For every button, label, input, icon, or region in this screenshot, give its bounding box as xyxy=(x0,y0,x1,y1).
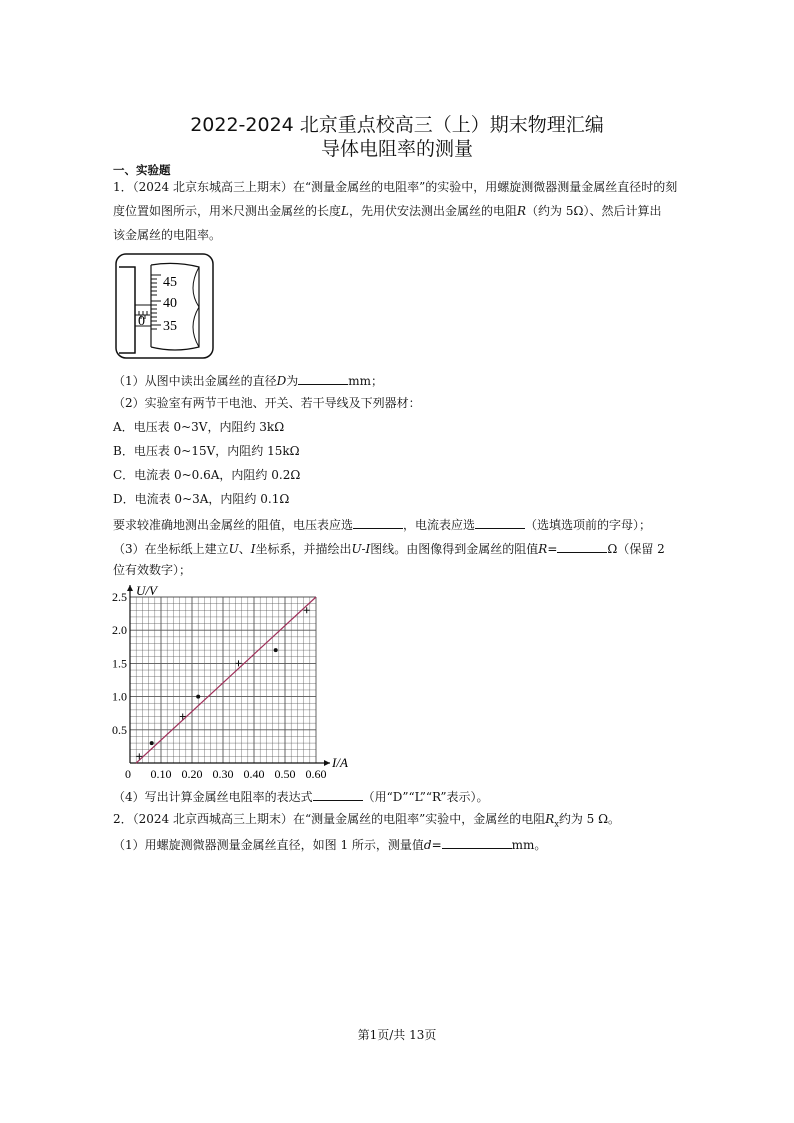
y-tick-label: 0.5 xyxy=(112,722,127,737)
y-tick-label: 2.0 xyxy=(112,623,127,638)
q1-intro-line1 xyxy=(113,180,677,194)
answer-blank-ammeter[interactable] xyxy=(475,516,525,529)
x-tick-label: 0.30 xyxy=(212,767,234,781)
y-tick-label: 1.5 xyxy=(112,656,127,671)
section-heading: 一、实验题 xyxy=(113,163,171,177)
y-tick-label: 1.0 xyxy=(112,689,127,704)
q1-part3-text-e: Ω（保留 2 xyxy=(607,542,665,556)
q1-intro-line2 xyxy=(113,204,661,218)
q2-part1 xyxy=(113,836,546,852)
answer-blank-voltmeter[interactable] xyxy=(353,516,403,529)
q1-part3-sep: 、 xyxy=(238,542,251,556)
q2-intro-text-b: 约为 5 Ω。 xyxy=(558,812,621,826)
micrometer-label-40: 40 xyxy=(163,296,177,311)
q1-intro-text-b1: 度位置如图所示，用米尺测出金属丝的长度 xyxy=(113,204,342,218)
q1-number: 1． xyxy=(113,180,133,194)
symbol-U: U xyxy=(228,542,239,556)
answer-blank-expression[interactable] xyxy=(313,788,363,801)
q1-part3 xyxy=(113,540,665,556)
micrometer-figure xyxy=(115,253,215,360)
q1-part4 xyxy=(113,788,489,804)
q1-req-text-b: ，电流表应选 xyxy=(403,518,476,532)
answer-blank-diameter[interactable] xyxy=(298,372,348,385)
data-point-plus xyxy=(236,660,242,666)
y-axis-arrow xyxy=(127,585,133,591)
q1-part1 xyxy=(113,372,383,388)
data-point-dot xyxy=(274,648,278,652)
answer-blank-q2-diameter[interactable] xyxy=(442,836,512,849)
q1-req-text-c: （选填选项前的字母）； xyxy=(525,518,652,532)
symbol-d: d xyxy=(423,838,432,852)
q2-part1-text-a: （1）用螺旋测微器测量金属丝直径，如图 1 所示，测量值 xyxy=(113,838,424,852)
symbol-R: R xyxy=(517,204,527,218)
q1-part3-text-c: 图线。由图像得到金属丝的阻值 xyxy=(370,542,539,556)
x-tick-label: 0.50 xyxy=(274,767,296,781)
symbol-L: L xyxy=(341,204,349,218)
symbol-UI: U-I xyxy=(351,542,371,556)
x-axis-label: I/A xyxy=(332,755,348,770)
q1-part3-eq: = xyxy=(547,542,558,556)
q1-requirement xyxy=(113,516,651,532)
symbol-I: I xyxy=(250,542,256,556)
micrometer-label-35: 35 xyxy=(163,319,177,334)
data-point-dot xyxy=(196,695,200,699)
option-b: B．电压表 0~15V，内阻约 15kΩ xyxy=(113,444,300,458)
q1-part2: （2）实验室有两节干电池、开关、若干导线及下列器材： xyxy=(113,396,421,410)
x-axis-arrow xyxy=(324,760,330,766)
q2-number: 2． xyxy=(113,812,133,826)
q1-part4-text-b: （用“D”“L”“R”表示）。 xyxy=(362,790,489,804)
u-i-graph xyxy=(100,583,360,783)
q1-part1-unit: mm； xyxy=(348,374,384,388)
q1-intro-text-b2: ，先用伏安法测出金属丝的电阻 xyxy=(348,204,517,218)
q1-part3-line2: 位有效数字）； xyxy=(113,563,192,577)
graph-grid xyxy=(130,597,316,763)
q1-intro-line3: 该金属丝的电阻率。 xyxy=(113,228,222,242)
graph-marks xyxy=(136,597,316,763)
y-axis-label: U/V xyxy=(136,583,157,598)
option-a: A．电压表 0~3V，内阻约 3kΩ xyxy=(113,420,285,434)
q2-intro xyxy=(113,812,620,831)
q1-intro-text-a: （2024 北京东城高三上期末）在“测量金属丝的电阻率”的实验中，用螺旋测微器测量金属丝直径时的刻 xyxy=(132,180,678,194)
symbol-D: D xyxy=(276,374,287,388)
answer-blank-resistance[interactable] xyxy=(557,540,607,553)
q1-part3-text-a: （3）在坐标纸上建立 xyxy=(113,542,229,556)
x-tick-label: 0.40 xyxy=(243,767,265,781)
graph-axes xyxy=(112,583,348,781)
y-tick-label: 2.5 xyxy=(112,590,127,604)
document-subtitle: 导体电阻率的测量 xyxy=(320,138,473,160)
q1-intro-text-b3: （约为 5Ω）、然后计算出 xyxy=(526,204,662,218)
x-tick-label: 0.20 xyxy=(181,767,203,781)
subscript-x: x xyxy=(554,819,559,829)
q1-req-text-a: 要求较准确地测出金属丝的阻值，电压表应选 xyxy=(113,518,354,532)
document-title: 2022-2024 北京重点校高三（上）期末物理汇编 xyxy=(190,114,604,136)
q2-part1-unit: mm。 xyxy=(511,838,547,852)
x-tick-label: 0.10 xyxy=(150,767,172,781)
data-point-dot xyxy=(150,741,154,745)
x-tick-label: 0 xyxy=(125,767,131,781)
symbol-Rx: R xyxy=(545,812,555,826)
symbol-R-2: R xyxy=(538,542,548,556)
q1-part1-text-b: 为 xyxy=(286,374,299,388)
micrometer-label-0: 0 xyxy=(138,314,145,329)
q2-part1-eq: = xyxy=(431,838,442,852)
option-c: C．电流表 0~0.6A，内阻约 0.2Ω xyxy=(113,468,301,482)
x-tick-label: 0.60 xyxy=(305,767,327,781)
page-footer: 第1页/共 13页 xyxy=(357,1028,437,1042)
q1-part1-text-a: （1）从图中读出金属丝的直径 xyxy=(113,374,277,388)
q2-intro-text-a: （2024 北京西城高三上期末）在“测量金属丝的电阻率”实验中，金属丝的电阻 xyxy=(132,812,546,826)
fit-line xyxy=(136,597,316,763)
q1-part3-text-b: 坐标系，并描绘出 xyxy=(255,542,352,556)
option-d: D．电流表 0~3A，内阻约 0.1Ω xyxy=(113,492,290,506)
q1-part4-text-a: （4）写出计算金属丝电阻率的表达式 xyxy=(113,790,313,804)
micrometer-label-45: 45 xyxy=(163,275,177,290)
